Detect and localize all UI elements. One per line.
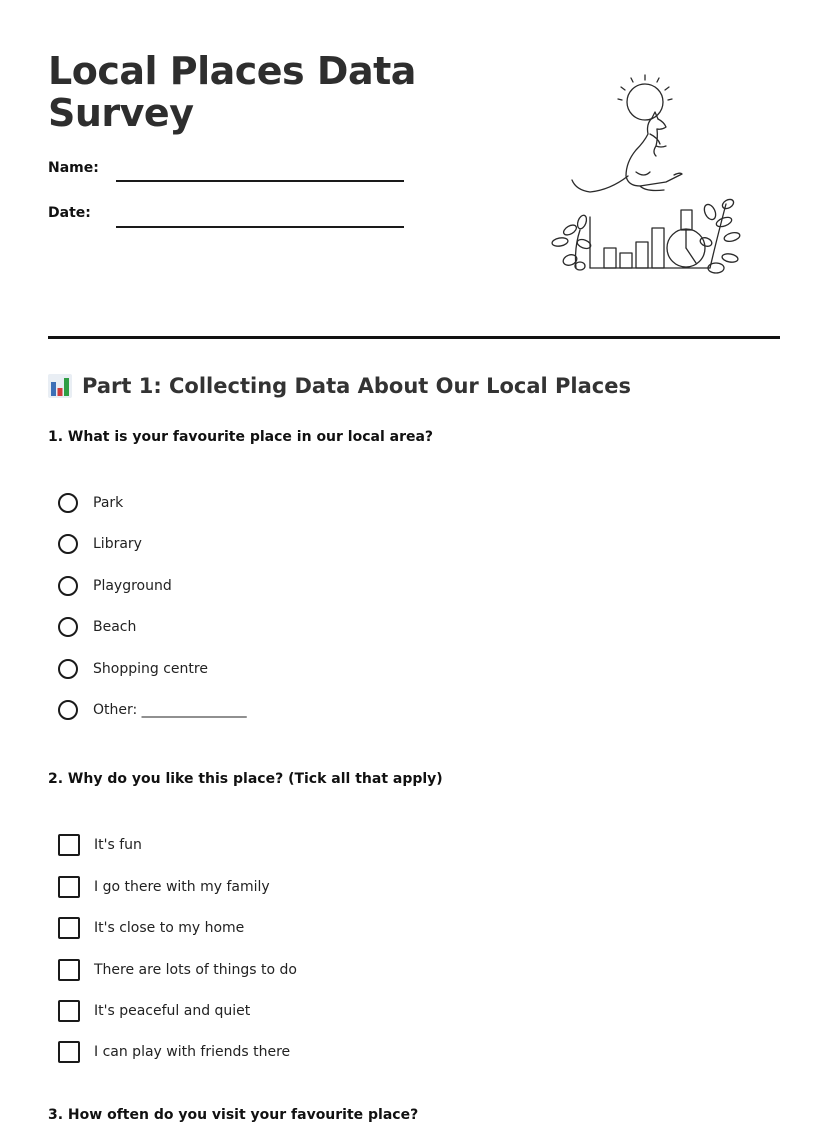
- option-label: There are lots of things to do: [94, 962, 297, 978]
- option-label: Shopping centre: [93, 661, 208, 677]
- checkbox[interactable]: [58, 1000, 80, 1022]
- radio-button[interactable]: [58, 493, 78, 513]
- radio-button[interactable]: [58, 576, 78, 596]
- radio-option-park[interactable]: [58, 491, 123, 515]
- option-label: It's peaceful and quiet: [94, 1003, 251, 1019]
- option-label: Library: [93, 536, 142, 552]
- checkbox-option-close-to-home[interactable]: [58, 916, 244, 940]
- option-label: Park: [93, 495, 124, 511]
- name-field[interactable]: [116, 180, 404, 182]
- radio-option-playground[interactable]: [58, 574, 172, 598]
- question-1: 1. What is your favourite place in our local area?: [48, 429, 434, 445]
- bar-chart-icon: [48, 374, 72, 398]
- section-divider: [48, 336, 780, 339]
- kangaroo-chart-illustration: [540, 72, 750, 282]
- option-label: It's close to my home: [94, 920, 245, 936]
- checkbox[interactable]: [58, 917, 80, 939]
- name-label: Name:: [48, 160, 99, 176]
- radio-button[interactable]: [58, 659, 78, 679]
- checkbox-option-friends[interactable]: [58, 1040, 290, 1064]
- radio-button[interactable]: [58, 617, 78, 637]
- option-label: Beach: [93, 619, 137, 635]
- date-label: Date:: [48, 205, 91, 221]
- checkbox[interactable]: [58, 834, 80, 856]
- option-label: It's fun: [94, 837, 142, 853]
- radio-button[interactable]: [58, 534, 78, 554]
- option-label: I go there with my family: [94, 879, 270, 895]
- checkbox[interactable]: [58, 876, 80, 898]
- checkbox[interactable]: [58, 1041, 80, 1063]
- option-label: Other: _______________: [93, 702, 247, 718]
- question-2: 2. Why do you like this place? (Tick all that apply): [48, 771, 443, 787]
- page-title: Local Places Data Survey: [48, 49, 416, 135]
- option-label: Playground: [93, 578, 172, 594]
- radio-button[interactable]: [58, 700, 78, 720]
- checkbox-option-lots-to-do[interactable]: [58, 958, 297, 982]
- checkbox-option-family[interactable]: [58, 875, 270, 899]
- checkbox-option-fun[interactable]: [58, 833, 142, 857]
- question-3: 3. How often do you visit your favourite place?: [48, 1107, 419, 1123]
- part1-heading: [48, 374, 631, 398]
- radio-option-beach[interactable]: [58, 615, 136, 639]
- radio-option-other[interactable]: [58, 698, 247, 722]
- radio-option-shopping-centre[interactable]: [58, 657, 208, 681]
- checkbox[interactable]: [58, 959, 80, 981]
- checkbox-option-peaceful[interactable]: [58, 999, 250, 1023]
- part1-heading-text: Part 1: Collecting Data About Our Local Places: [82, 374, 631, 398]
- date-field[interactable]: [116, 226, 404, 228]
- radio-option-library[interactable]: [58, 532, 142, 556]
- option-label: I can play with friends there: [94, 1044, 291, 1060]
